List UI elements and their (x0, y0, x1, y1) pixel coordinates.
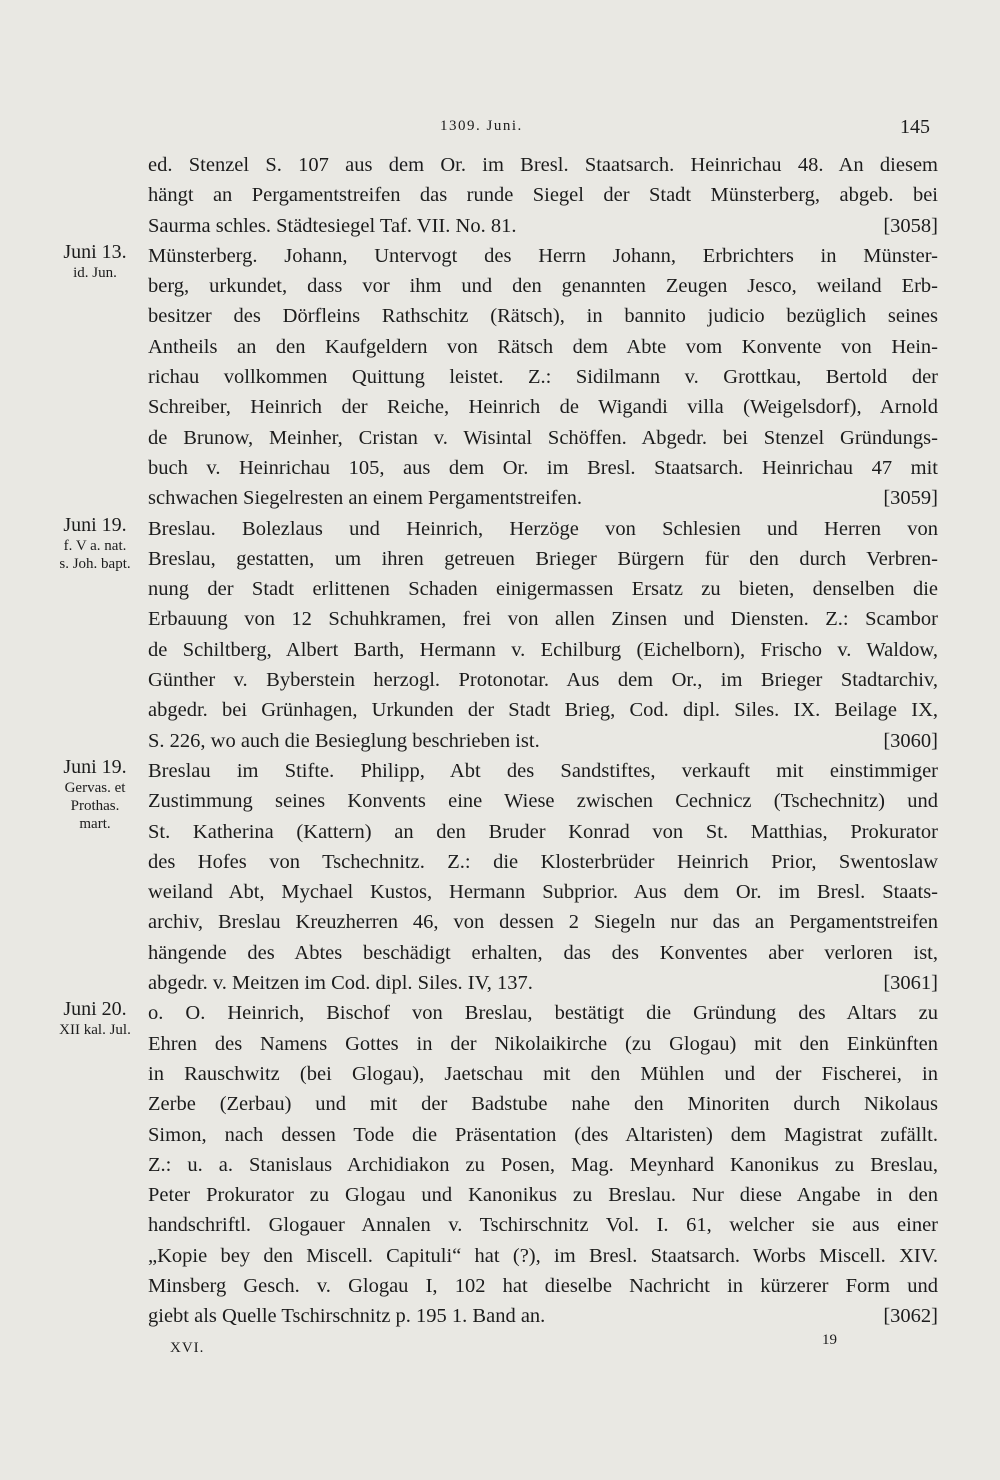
line-text: Simon, nach dessen Tode die Präsentation (des Altaristen) dem Magistrat zufällt. (148, 1123, 938, 1146)
text-line (148, 1301, 938, 1331)
line-text: Breslau im Stifte. Philipp, Abt des Sandstiftes, verkauft mit einstimmiger (148, 759, 938, 782)
feast-day-note: Gervas. et (64, 780, 126, 796)
line-text: de Schiltberg, Albert Barth, Hermann v. Echilburg (Eichelborn), Frischo v. Waldow, (148, 638, 938, 661)
text-line (148, 635, 938, 665)
line-text: Minsberg Gesch. v. Glogau I, 102 hat dieselbe Nachricht in kürzerer Form und (148, 1274, 938, 1297)
line-text: o. O. Heinrich, Bischof von Breslau, bestätigt die Gründung des Altars zu (148, 1002, 938, 1025)
text-line (148, 453, 938, 483)
text-line (148, 483, 938, 513)
line-text: Z.: u. a. Stanislaus Archidiakon zu Posen, Mag. Meynhard Kanonikus zu Breslau, (148, 1153, 938, 1176)
text-line (148, 938, 938, 968)
date-label: Juni 20. (63, 998, 127, 1021)
text-line (148, 392, 938, 422)
line-text: berg, urkundet, dass vor ihm und den genannten Zeugen Jesco, weiland Erb- (148, 275, 938, 298)
feast-day-note: s. Joh. bapt. (59, 555, 131, 572)
line-text: Zerbe (Zerbau) und mit der Badstube nahe den Minoriten durch Nikolaus (148, 1093, 938, 1116)
register-number: [3061] (883, 972, 938, 995)
text-line (148, 847, 938, 877)
text-line (148, 1241, 938, 1271)
text-line (148, 574, 938, 604)
feast-day-note: Prothas. (70, 798, 120, 814)
signature-mark: XVI. (170, 1340, 205, 1356)
text-line (148, 907, 938, 937)
margin-date (40, 514, 150, 573)
date-label: Juni 19. (63, 756, 127, 778)
line-text: in Rauschwitz (bei Glogau), Jaetschau mit den Mühlen und der Fischerei, in (148, 1062, 938, 1085)
line-text: S. 226, wo auch die Besieglung beschrieben ist. (148, 729, 540, 752)
line-text: handschriftl. Glogauer Annalen v. Tschirschnitz Vol. I. 61, welcher sie aus einer (148, 1214, 938, 1237)
text-line (148, 756, 938, 786)
line-text: Erbauung von 12 Schuhkramen, frei von allen Zinsen und Diensten. Z.: Scambor (148, 608, 938, 631)
line-text: hängt an Pergamentstreifen das runde Siegel der Stadt Münsterberg, abgeb. bei (148, 184, 938, 207)
text-line (148, 1089, 938, 1119)
text-line (148, 150, 938, 180)
date-label: Juni 19. (63, 513, 127, 536)
feast-day-note: mart. (79, 816, 111, 832)
line-text: schwachen Siegelresten an einem Pergamentstreifen. (148, 487, 582, 510)
margin-date (40, 998, 150, 1039)
text-line (148, 968, 938, 998)
line-text: Zustimmung seines Konvents eine Wiese zwischen Cechnicz (Tschechnitz) und (148, 790, 938, 813)
text-line (148, 1059, 938, 1089)
register-number: [3062] (883, 1305, 938, 1328)
sheet-number: 19 (822, 1332, 837, 1348)
text-line (148, 301, 938, 331)
line-text: de Brunow, Meinher, Cristan v. Wisintal Schöffen. Abgedr. bei Stenzel Gründungs- (148, 426, 938, 449)
line-text: archiv, Breslau Kreuzherren 46, von dessen 2 Siegeln nur das an Pergamentstreifen (148, 911, 938, 934)
running-head: 1309. Juni. (440, 118, 523, 134)
line-text: richau vollkommen Quittung leistet. Z.: Sidilmann v. Grottkau, Bertold der (148, 366, 938, 389)
register-number: [3059] (883, 487, 938, 510)
line-text: Antheils an den Kaufgeldern von Rätsch dem Abte vom Konvente von Hein- (148, 335, 938, 358)
margin-date (40, 241, 150, 282)
text-line (148, 998, 938, 1028)
feast-day-note: f. V a. nat. (63, 537, 127, 554)
text-line (148, 817, 938, 847)
document-body (148, 150, 938, 1332)
line-text: hängende des Abtes beschädigt erhalten, das des Konventes aber verloren ist, (148, 941, 938, 964)
line-text: Schreiber, Heinrich der Reiche, Heinrich de Wigandi villa (Weigelsdorf), Arnold (148, 396, 938, 419)
feast-day-note: XII kal. Jul. (59, 1022, 131, 1039)
text-line (148, 1150, 938, 1180)
line-text: besitzer des Dörfleins Rathschitz (Rätsch), in bannito judicio bezüglich seines (148, 305, 938, 328)
date-label: Juni 13. (63, 240, 127, 263)
line-text: buch v. Heinrichau 105, aus dem Or. im Bresl. Staatsarch. Heinrichau 47 mit (148, 456, 938, 479)
text-line (148, 332, 938, 362)
text-line (148, 1271, 938, 1301)
line-text: „Kopie bey den Miscell. Capituli“ hat (?), im Bresl. Staatsarch. Worbs Miscell. XIV. (148, 1244, 938, 1267)
text-line (148, 180, 938, 210)
text-line (148, 423, 938, 453)
line-text: Peter Prokurator zu Glogau und Kanonikus zu Breslau. Nur diese Angabe in den (148, 1184, 938, 1207)
text-line (148, 241, 938, 271)
text-line (148, 362, 938, 392)
line-text: Breslau, gestatten, um ihren getreuen Brieger Bürgern für den durch Verbren- (148, 547, 938, 570)
text-line (148, 1180, 938, 1210)
text-line (148, 544, 938, 574)
line-text: Ehren des Namens Gottes in der Nikolaikirche (zu Glogau) mit den Einkünften (148, 1032, 938, 1055)
line-text: Münsterberg. Johann, Untervogt des Herrn Johann, Erbrichters in Münster- (148, 244, 938, 267)
text-line (148, 877, 938, 907)
text-line (148, 786, 938, 816)
text-line (148, 1210, 938, 1240)
text-line (148, 1029, 938, 1059)
register-number: [3060] (883, 729, 938, 752)
feast-day-note: id. Jun. (73, 264, 117, 281)
line-text: ed. Stenzel S. 107 aus dem Or. im Bresl. Staatsarch. Heinrichau 48. An diesem (148, 154, 938, 176)
line-text: giebt als Quelle Tschirschnitz p. 195 1. Band an. (148, 1305, 546, 1328)
text-line (148, 271, 938, 301)
page-number: 145 (900, 116, 930, 138)
line-text: nung der Stadt erlittenen Schaden einigermassen Ersatz zu bieten, denselben die (148, 578, 938, 601)
text-line (148, 604, 938, 634)
text-line (148, 211, 938, 241)
margin-date (40, 756, 150, 833)
text-line (148, 726, 938, 756)
line-text: St. Katherina (Kattern) an den Bruder Konrad von St. Matthias, Prokurator (148, 820, 938, 843)
line-text: weiland Abt, Mychael Kustos, Hermann Subprior. Aus dem Or. im Bresl. Staats- (148, 881, 938, 904)
line-text: abgedr. v. Meitzen im Cod. dipl. Siles. IV, 137. (148, 972, 533, 995)
text-line (148, 665, 938, 695)
line-text: abgedr. bei Grünhagen, Urkunden der Stadt Brieg, Cod. dipl. Siles. IX. Beilage IX, (148, 699, 938, 722)
text-line (148, 1120, 938, 1150)
text-line (148, 514, 938, 544)
text-line (148, 695, 938, 725)
line-text: des Hofes von Tschechnitz. Z.: die Klosterbrüder Heinrich Prior, Swentoslaw (148, 850, 938, 873)
line-text: Breslau. Bolezlaus und Heinrich, Herzöge von Schlesien und Herren von (148, 517, 938, 540)
line-text: Saurma schles. Städtesiegel Taf. VII. No. 81. (148, 214, 517, 237)
register-number: [3058] (883, 214, 938, 237)
line-text: Günther v. Byberstein herzogl. Protonotar. Aus dem Or., im Brieger Stadtarchiv, (148, 669, 938, 692)
